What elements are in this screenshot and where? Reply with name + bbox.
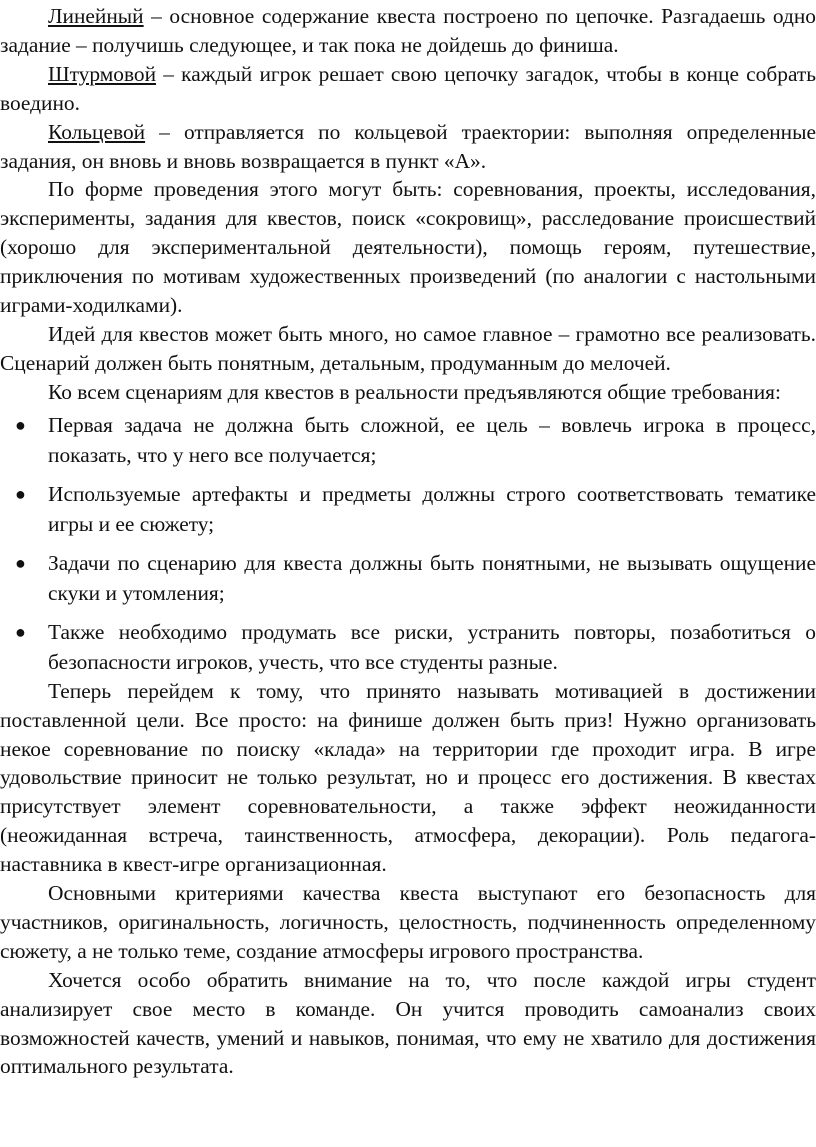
list-item-text: Также необходимо продумать все риски, устранить повторы, позаботиться о безопасности игроков, учесть, что все студенты разные.	[48, 619, 816, 674]
paragraph-ring-text: – отправляется по кольцевой траектории: выполняя определенные задания, он вновь и вновь возвращается в пункт «А».	[0, 119, 816, 173]
term-ring: Кольцевой	[48, 119, 146, 144]
term-linear: Линейный	[48, 4, 144, 28]
term-assault: Штурмовой	[48, 61, 157, 86]
paragraph-criteria: Основными критериями качества квеста выступают его безопасность для участников, оригинальность, логичность, целостность, подчиненность определенному сюжету, а не только теме, создание атмосферы игрового пространства.	[0, 881, 816, 963]
paragraph-assault-text: – каждый игрок решает свою цепочку загадок, чтобы в конце собрать воедино.	[0, 61, 816, 115]
paragraph-self-analysis: Хочется особо обратить внимание на то, что после каждой игры студент анализирует свое место в команде. Он учится проводить самоанализ своих возможностей качеств, умений и навыков, понимая, что ему не хватило для достижения оптимального результата.	[0, 967, 816, 1079]
paragraph-forms: По форме проведения этого могут быть: соревнования, проекты, исследования, эксперименты, задания для квестов, поиск «сокровищ», расследование происшествий (хорошо для экспериментальной деятельности), помощь героям, путешествие, приключения по мотивам художественных произведений (по аналогии с настольными играми-ходилками).	[0, 177, 816, 318]
bullet-icon: ●	[15, 483, 26, 504]
paragraph-linear-text: – основное содержание квеста построено по цепочке. Разгадаешь одно задание – получишь следующее, и так пока не дойдешь до финиша.	[0, 4, 816, 57]
paragraph-assault-type	[0, 60, 816, 118]
list-item	[0, 410, 816, 470]
paragraph-requirements-intro: Ко всем сценариям для квестов в реальности предъявляются общие требования:	[48, 379, 781, 404]
list-item-text: Первая задача не должна быть сложной, ее цель – вовлечь игрока в процесс, показать, что у него все получается;	[48, 412, 816, 467]
bullet-icon: ●	[15, 621, 26, 642]
paragraph-ring-type	[0, 118, 816, 176]
paragraph-motivation: Теперь перейдем к тому, что принято называть мотивацией в достижении поставленной цели. Все просто: на финише должен быть приз! Нужно организовать некое соревнование по поиску «клада» на территории где проходит игра. В игре удовольствие приносит не только результат, но и процесс его достижения. В квестах присутствует элемент соревновательности, а также эффект неожиданности (неожиданная встреча, таинственность, атмосфера, декорации). Роль педагога-наставника в квест-игре организационная.	[0, 678, 816, 877]
list-item-text: Задачи по сценарию для квеста должны быть понятными, не вызывать ощущение скуки и утомления;	[48, 550, 816, 605]
list-item	[0, 548, 816, 608]
bullet-icon: ●	[15, 552, 26, 573]
bullet-icon: ●	[15, 414, 26, 435]
paragraph-linear-type	[0, 2, 816, 60]
list-item	[0, 479, 816, 539]
requirements-list	[0, 410, 816, 677]
paragraph-ideas: Идей для квестов может быть много, но самое главное – грамотно все реализовать. Сценарий должен быть понятным, детальным, продуманным до мелочей.	[0, 321, 816, 375]
list-item	[0, 617, 816, 677]
requirements-list-wrap	[0, 410, 816, 677]
list-item-text: Используемые артефакты и предметы должны строго соответствовать тематике игры и ее сюжету;	[48, 481, 816, 536]
